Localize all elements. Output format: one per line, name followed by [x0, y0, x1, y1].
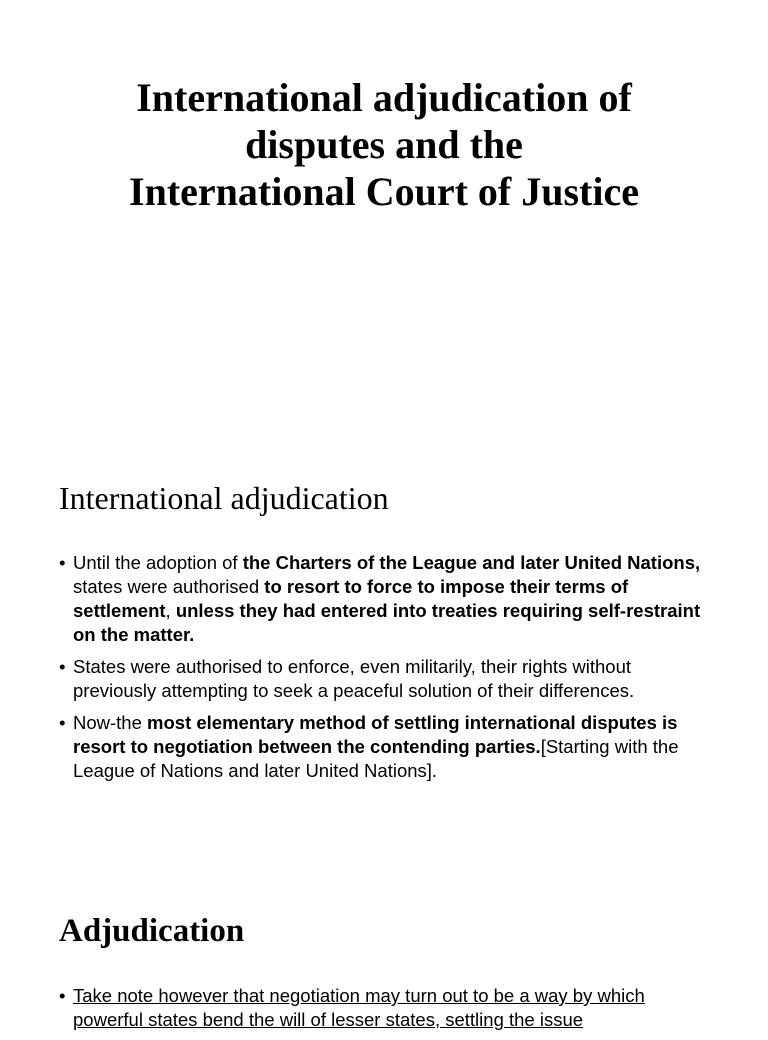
- bullet-text-bold: most elementary method of settling international disputes is resort to negotiation between the contending parties.: [73, 712, 678, 757]
- bullet-text: ,: [165, 600, 176, 621]
- title-line-3: International Court of Justice: [129, 169, 639, 214]
- slide-title: [0, 74, 768, 215]
- bullet-dot-icon: •: [59, 656, 66, 677]
- bullet-text: [Starting with the League of Nations and later United Nations].: [73, 736, 679, 781]
- bullet-text-bold: to resort to force to impose their terms of settlement: [73, 576, 629, 621]
- bullet-item: [59, 984, 719, 1032]
- bullet-list-international-adjudication: [59, 551, 719, 791]
- bullet-list-adjudication: [59, 984, 719, 1040]
- bullet-dot-icon: •: [59, 712, 66, 733]
- bullet-dot-icon: •: [59, 552, 66, 573]
- bullet-text-bold: unless they had entered into treaties requiring self-restraint on the matter.: [73, 600, 701, 645]
- title-line-1: International adjudication of: [136, 75, 632, 120]
- bullet-dot-icon: •: [59, 985, 66, 1006]
- section-heading-adjudication: Adjudication: [59, 913, 245, 949]
- bullet-text: Until the adoption of: [73, 552, 243, 573]
- bullet-item: [59, 655, 719, 703]
- bullet-item: [59, 551, 719, 647]
- bullet-item: [59, 711, 719, 783]
- title-line-2: disputes and the: [245, 122, 523, 167]
- bullet-text-underlined: Take note however that negotiation may turn out to be a way by which powerful states bend the will of lesser states, settling the issue: [73, 985, 645, 1030]
- section-heading-international-adjudication: International adjudication: [59, 480, 389, 516]
- bullet-text: states were authorised: [73, 576, 265, 597]
- bullet-text: Now-the: [73, 712, 148, 733]
- bullet-text: States were authorised to enforce, even militarily, their rights without previously attempting to seek a peaceful solution of their differences.: [73, 656, 635, 701]
- bullet-text-bold: the Charters of the League and later United Nations,: [242, 552, 701, 573]
